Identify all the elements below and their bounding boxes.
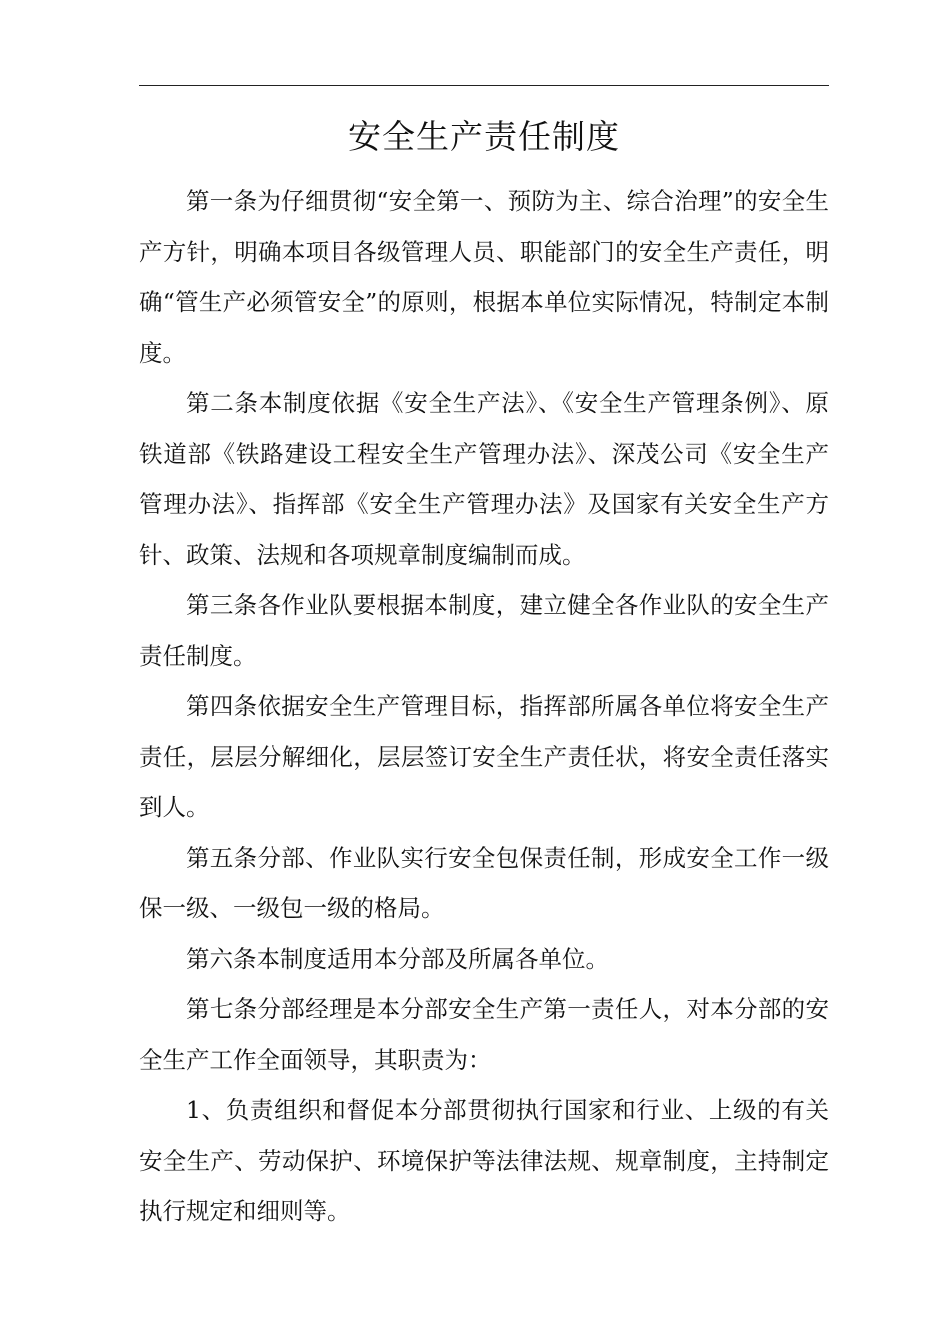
header-rule xyxy=(139,85,829,86)
paragraph-article-3: 第三条各作业队要根据本制度，建立健全各作业队的安全生产责任制度。 xyxy=(139,591,829,670)
paragraph-article-7: 第七条分部经理是本分部安全生产第一责任人，对本分部的安全生产工作全面领导，其职责为： xyxy=(139,995,829,1074)
paragraph-article-6: 第六条本制度适用本分部及所属各单位。 xyxy=(186,944,609,973)
document-title: 安全生产责任制度 xyxy=(348,117,620,156)
paragraph-article-4: 第四条依据安全生产管理目标，指挥部所属各单位将安全生产责任，层层分解细化，层层签订安全生产责任状，将安全责任落实到人。 xyxy=(139,692,829,821)
paragraph-article-5: 第五条分部、作业队实行安全包保责任制，形成安全工作一级保一级、一级包一级的格局。 xyxy=(139,843,829,922)
paragraph-article-1: 第一条为仔细贯彻“安全第一、预防为主、综合治理”的安全生产方针，明确本项目各级管理人员、职能部门的安全生产责任，明确“管生产必须管安全”的原则，根据本单位实际情况，特制定本制度。 xyxy=(139,187,829,367)
document-body xyxy=(139,176,829,1237)
paragraph-article-2: 第二条本制度依据《安全生产法》、《安全生产管理条例》、原铁道部《铁路建设工程安全生产管理办法》、深茂公司《安全生产管理办法》、指挥部《安全生产管理办法》及国家有关安全生产方针、政策、法规和各项规章制度编制而成。 xyxy=(139,389,829,569)
paragraph-item-1: 1、负责组织和督促本分部贯彻执行国家和行业、上级的有关安全生产、劳动保护、环境保护等法律法规、规章制度，主持制定执行规定和细则等。 xyxy=(139,1096,829,1225)
